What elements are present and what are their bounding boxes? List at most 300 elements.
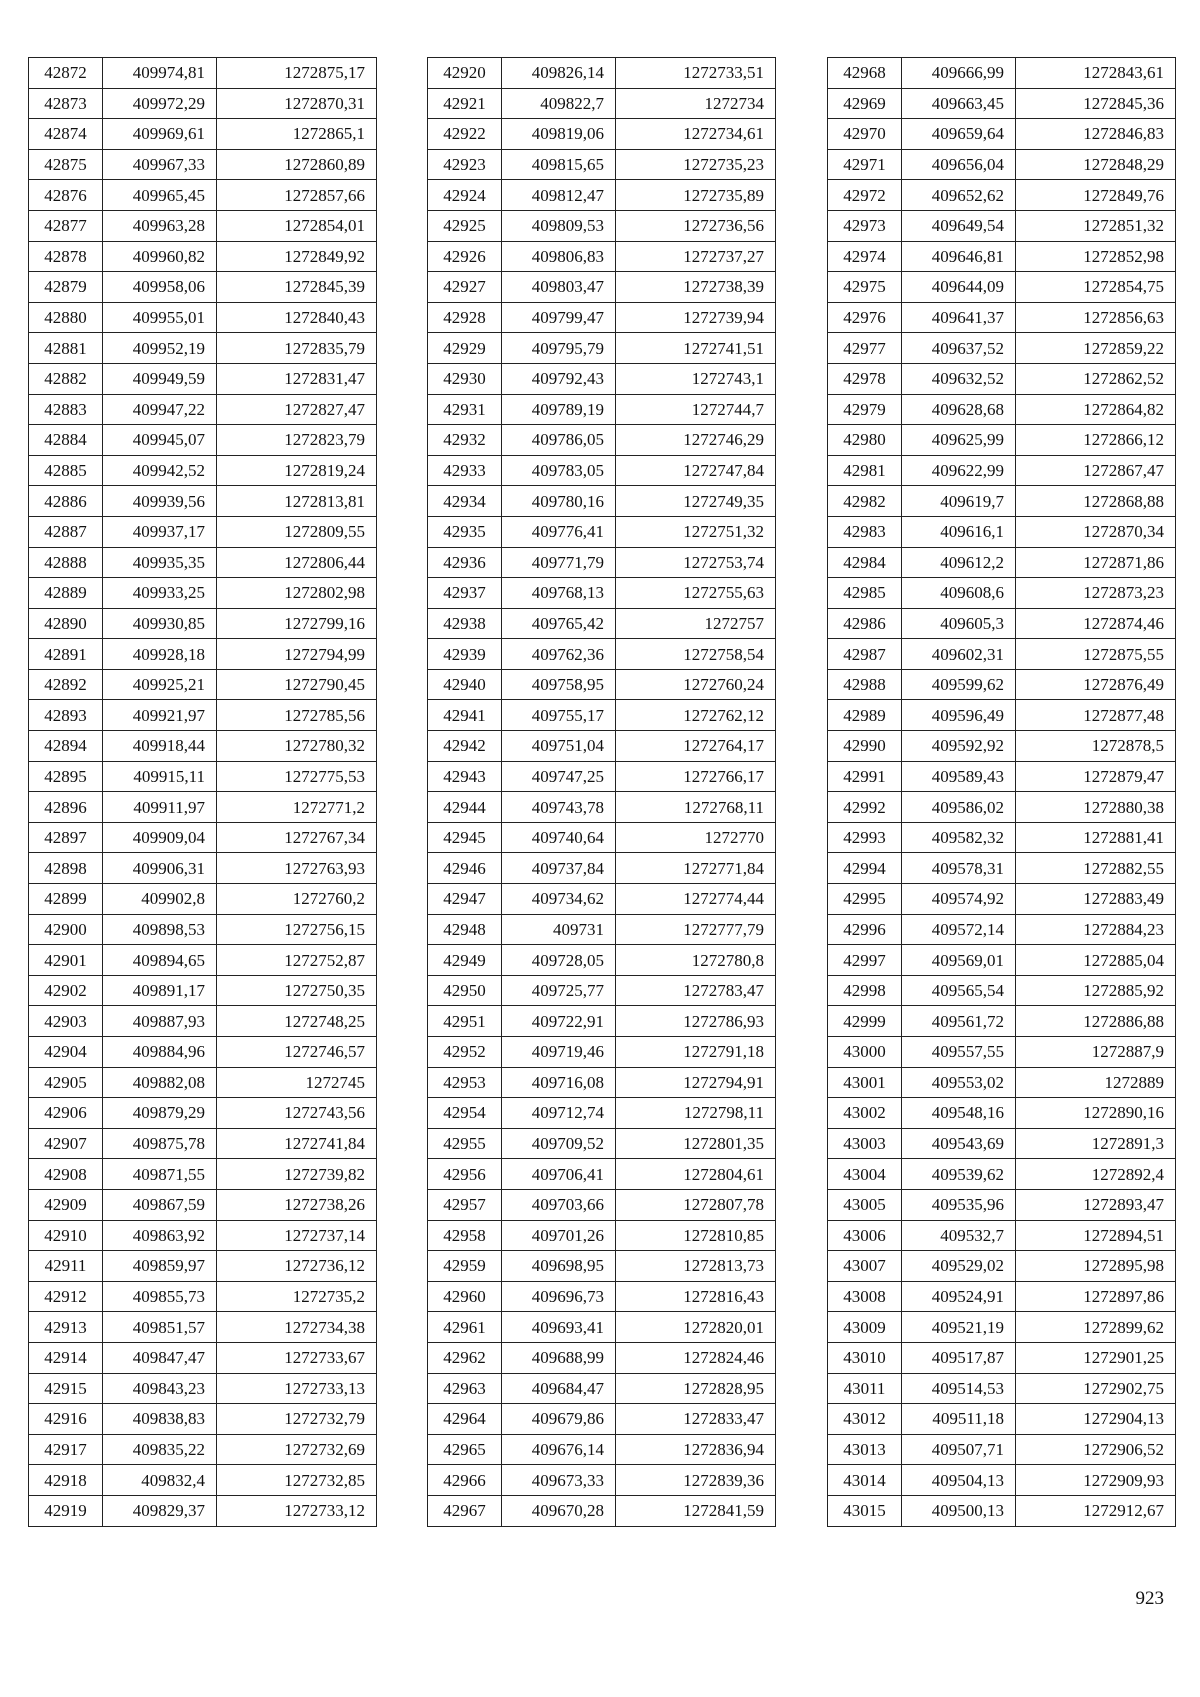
- y-coordinate-cell: 1272743,1: [616, 363, 776, 394]
- table-row: [828, 394, 1176, 425]
- y-coordinate-cell: 1272810,85: [616, 1220, 776, 1251]
- y-coordinate-cell: 1272780,8: [616, 945, 776, 976]
- point-id-cell: 42911: [29, 1251, 103, 1282]
- point-id-cell: 43000: [828, 1037, 902, 1068]
- point-id-cell: 42932: [428, 425, 502, 456]
- y-coordinate-cell: 1272736,56: [616, 210, 776, 241]
- table-row: [29, 608, 377, 639]
- y-coordinate-cell: 1272777,79: [616, 914, 776, 945]
- y-coordinate-cell: 1272857,66: [217, 180, 377, 211]
- table-row: [428, 1342, 776, 1373]
- table-row: [428, 149, 776, 180]
- x-coordinate-cell: 409673,33: [502, 1465, 616, 1496]
- x-coordinate-cell: 409937,17: [103, 516, 217, 547]
- y-coordinate-cell: 1272801,35: [616, 1128, 776, 1159]
- point-id-cell: 42894: [29, 731, 103, 762]
- y-coordinate-cell: 1272758,54: [616, 639, 776, 670]
- x-coordinate-cell: 409706,41: [502, 1159, 616, 1190]
- point-id-cell: 43007: [828, 1251, 902, 1282]
- table-row: [29, 272, 377, 303]
- y-coordinate-cell: 1272760,2: [217, 884, 377, 915]
- x-coordinate-cell: 409838,83: [103, 1404, 217, 1435]
- x-coordinate-cell: 409879,29: [103, 1098, 217, 1129]
- table-row: [29, 731, 377, 762]
- point-id-cell: 42968: [828, 58, 902, 89]
- y-coordinate-cell: 1272735,89: [616, 180, 776, 211]
- point-id-cell: 42960: [428, 1281, 502, 1312]
- table-row: [428, 333, 776, 364]
- y-coordinate-cell: 1272856,63: [1016, 302, 1176, 333]
- x-coordinate-cell: 409524,91: [902, 1281, 1016, 1312]
- y-coordinate-cell: 1272890,16: [1016, 1098, 1176, 1129]
- point-id-cell: 42886: [29, 486, 103, 517]
- y-coordinate-cell: 1272760,24: [616, 669, 776, 700]
- table-row: [428, 1404, 776, 1435]
- point-id-cell: 42901: [29, 945, 103, 976]
- y-coordinate-cell: 1272886,88: [1016, 1006, 1176, 1037]
- x-coordinate-cell: 409939,56: [103, 486, 217, 517]
- x-coordinate-cell: 409539,62: [902, 1159, 1016, 1190]
- y-coordinate-cell: 1272885,04: [1016, 945, 1176, 976]
- table-row: [828, 884, 1176, 915]
- point-id-cell: 42945: [428, 822, 502, 853]
- table-row: [828, 1220, 1176, 1251]
- table-row: [29, 425, 377, 456]
- x-coordinate-cell: 409909,04: [103, 822, 217, 853]
- y-coordinate-cell: 1272741,84: [217, 1128, 377, 1159]
- x-coordinate-cell: 409832,4: [103, 1465, 217, 1496]
- table-row: [428, 363, 776, 394]
- table-row: [29, 700, 377, 731]
- point-id-cell: 43003: [828, 1128, 902, 1159]
- table-row: [828, 639, 1176, 670]
- y-coordinate-cell: 1272902,75: [1016, 1373, 1176, 1404]
- y-coordinate-cell: 1272786,93: [616, 1006, 776, 1037]
- table-row: [428, 884, 776, 915]
- x-coordinate-cell: 409548,16: [902, 1098, 1016, 1129]
- table-row: [828, 1465, 1176, 1496]
- y-coordinate-cell: 1272735,2: [217, 1281, 377, 1312]
- y-coordinate-cell: 1272819,24: [217, 455, 377, 486]
- table-row: [828, 1251, 1176, 1282]
- y-coordinate-cell: 1272866,12: [1016, 425, 1176, 456]
- x-coordinate-cell: 409511,18: [902, 1404, 1016, 1435]
- table-row: [29, 853, 377, 884]
- y-coordinate-cell: 1272849,92: [217, 241, 377, 272]
- x-coordinate-cell: 409762,36: [502, 639, 616, 670]
- y-coordinate-cell: 1272859,22: [1016, 333, 1176, 364]
- table-row: [828, 945, 1176, 976]
- point-id-cell: 42895: [29, 761, 103, 792]
- table-row: [828, 516, 1176, 547]
- y-coordinate-cell: 1272743,56: [217, 1098, 377, 1129]
- point-id-cell: 42996: [828, 914, 902, 945]
- y-coordinate-cell: 1272883,49: [1016, 884, 1176, 915]
- x-coordinate-cell: 409875,78: [103, 1128, 217, 1159]
- x-coordinate-cell: 409561,72: [902, 1006, 1016, 1037]
- table-row: [828, 914, 1176, 945]
- table-row: [29, 363, 377, 394]
- point-id-cell: 42980: [828, 425, 902, 456]
- x-coordinate-cell: 409628,68: [902, 394, 1016, 425]
- x-coordinate-cell: 409855,73: [103, 1281, 217, 1312]
- x-coordinate-cell: 409819,06: [502, 119, 616, 150]
- table-row: [828, 210, 1176, 241]
- point-id-cell: 42936: [428, 547, 502, 578]
- y-coordinate-cell: 1272746,57: [217, 1037, 377, 1068]
- y-coordinate-cell: 1272737,27: [616, 241, 776, 272]
- point-id-cell: 43009: [828, 1312, 902, 1343]
- y-coordinate-cell: 1272893,47: [1016, 1189, 1176, 1220]
- y-coordinate-cell: 1272746,29: [616, 425, 776, 456]
- table-row: [828, 241, 1176, 272]
- point-id-cell: 42885: [29, 455, 103, 486]
- table-row: [828, 547, 1176, 578]
- x-coordinate-cell: 409918,44: [103, 731, 217, 762]
- table-row: [828, 700, 1176, 731]
- table-row: [29, 1189, 377, 1220]
- point-id-cell: 42958: [428, 1220, 502, 1251]
- point-id-cell: 42910: [29, 1220, 103, 1251]
- y-coordinate-cell: 1272912,67: [1016, 1495, 1176, 1526]
- x-coordinate-cell: 409666,99: [902, 58, 1016, 89]
- x-coordinate-cell: 409930,85: [103, 608, 217, 639]
- y-coordinate-cell: 1272764,17: [616, 731, 776, 762]
- x-coordinate-cell: 409786,05: [502, 425, 616, 456]
- y-coordinate-cell: 1272881,41: [1016, 822, 1176, 853]
- x-coordinate-cell: 409935,35: [103, 547, 217, 578]
- table-row: [428, 1312, 776, 1343]
- table-row: [29, 1159, 377, 1190]
- y-coordinate-cell: 1272785,56: [217, 700, 377, 731]
- x-coordinate-cell: 409737,84: [502, 853, 616, 884]
- table-row: [29, 516, 377, 547]
- y-coordinate-cell: 1272747,84: [616, 455, 776, 486]
- table-row: [29, 1373, 377, 1404]
- x-coordinate-cell: 409557,55: [902, 1037, 1016, 1068]
- y-coordinate-cell: 1272816,43: [616, 1281, 776, 1312]
- table-row: [428, 58, 776, 89]
- point-id-cell: 42999: [828, 1006, 902, 1037]
- y-coordinate-cell: 1272891,3: [1016, 1128, 1176, 1159]
- point-id-cell: 43006: [828, 1220, 902, 1251]
- point-id-cell: 42933: [428, 455, 502, 486]
- table-row: [828, 578, 1176, 609]
- y-coordinate-cell: 1272909,93: [1016, 1465, 1176, 1496]
- y-coordinate-cell: 1272763,93: [217, 853, 377, 884]
- x-coordinate-cell: 409812,47: [502, 180, 616, 211]
- y-coordinate-cell: 1272813,81: [217, 486, 377, 517]
- table-row: [828, 1342, 1176, 1373]
- point-id-cell: 42982: [828, 486, 902, 517]
- point-id-cell: 43002: [828, 1098, 902, 1129]
- point-id-cell: 42955: [428, 1128, 502, 1159]
- table-row: [29, 1465, 377, 1496]
- y-coordinate-cell: 1272748,25: [217, 1006, 377, 1037]
- table-row: [428, 822, 776, 853]
- y-coordinate-cell: 1272794,99: [217, 639, 377, 670]
- table-row: [828, 486, 1176, 517]
- point-id-cell: 42877: [29, 210, 103, 241]
- x-coordinate-cell: 409768,13: [502, 578, 616, 609]
- x-coordinate-cell: 409535,96: [902, 1189, 1016, 1220]
- y-coordinate-cell: 1272841,59: [616, 1495, 776, 1526]
- y-coordinate-cell: 1272848,29: [1016, 149, 1176, 180]
- point-id-cell: 42879: [29, 272, 103, 303]
- table-row: [29, 945, 377, 976]
- table-row: [29, 975, 377, 1006]
- point-id-cell: 42969: [828, 88, 902, 119]
- x-coordinate-cell: 409776,41: [502, 516, 616, 547]
- x-coordinate-cell: 409565,54: [902, 975, 1016, 1006]
- x-coordinate-cell: 409644,09: [902, 272, 1016, 303]
- x-coordinate-cell: 409622,99: [902, 455, 1016, 486]
- point-id-cell: 42903: [29, 1006, 103, 1037]
- point-id-cell: 42952: [428, 1037, 502, 1068]
- point-id-cell: 42990: [828, 731, 902, 762]
- point-id-cell: 42983: [828, 516, 902, 547]
- point-id-cell: 42887: [29, 516, 103, 547]
- point-id-cell: 42907: [29, 1128, 103, 1159]
- x-coordinate-cell: 409725,77: [502, 975, 616, 1006]
- table-row: [828, 853, 1176, 884]
- x-coordinate-cell: 409799,47: [502, 302, 616, 333]
- y-coordinate-cell: 1272733,67: [217, 1342, 377, 1373]
- point-id-cell: 42989: [828, 700, 902, 731]
- x-coordinate-cell: 409921,97: [103, 700, 217, 731]
- x-coordinate-cell: 409709,52: [502, 1128, 616, 1159]
- table-row: [29, 1037, 377, 1068]
- x-coordinate-cell: 409972,29: [103, 88, 217, 119]
- table-row: [428, 180, 776, 211]
- y-coordinate-cell: 1272750,35: [217, 975, 377, 1006]
- y-coordinate-cell: 1272876,49: [1016, 669, 1176, 700]
- y-coordinate-cell: 1272736,12: [217, 1251, 377, 1282]
- point-id-cell: 42884: [29, 425, 103, 456]
- x-coordinate-cell: 409504,13: [902, 1465, 1016, 1496]
- coordinate-table-1: [28, 57, 377, 1527]
- x-coordinate-cell: 409758,95: [502, 669, 616, 700]
- table-row: [828, 761, 1176, 792]
- y-coordinate-cell: 1272901,25: [1016, 1342, 1176, 1373]
- table-row: [428, 302, 776, 333]
- table-row: [29, 455, 377, 486]
- point-id-cell: 42920: [428, 58, 502, 89]
- point-id-cell: 42956: [428, 1159, 502, 1190]
- x-coordinate-cell: 409521,19: [902, 1312, 1016, 1343]
- table-row: [428, 425, 776, 456]
- y-coordinate-cell: 1272806,44: [217, 547, 377, 578]
- table-row: [29, 1434, 377, 1465]
- table-row: [428, 272, 776, 303]
- table-row: [828, 272, 1176, 303]
- y-coordinate-cell: 1272887,9: [1016, 1037, 1176, 1068]
- y-coordinate-cell: 1272851,32: [1016, 210, 1176, 241]
- x-coordinate-cell: 409863,92: [103, 1220, 217, 1251]
- x-coordinate-cell: 409933,25: [103, 578, 217, 609]
- x-coordinate-cell: 409792,43: [502, 363, 616, 394]
- point-id-cell: 42959: [428, 1251, 502, 1282]
- point-id-cell: 42950: [428, 975, 502, 1006]
- x-coordinate-cell: 409955,01: [103, 302, 217, 333]
- y-coordinate-cell: 1272733,51: [616, 58, 776, 89]
- y-coordinate-cell: 1272885,92: [1016, 975, 1176, 1006]
- x-coordinate-cell: 409608,6: [902, 578, 1016, 609]
- y-coordinate-cell: 1272878,5: [1016, 731, 1176, 762]
- table-row: [29, 1067, 377, 1098]
- x-coordinate-cell: 409596,49: [902, 700, 1016, 731]
- point-id-cell: 42967: [428, 1495, 502, 1526]
- table-row: [828, 1067, 1176, 1098]
- y-coordinate-cell: 1272813,73: [616, 1251, 776, 1282]
- x-coordinate-cell: 409693,41: [502, 1312, 616, 1343]
- table-row: [828, 669, 1176, 700]
- x-coordinate-cell: 409902,8: [103, 884, 217, 915]
- point-id-cell: 42947: [428, 884, 502, 915]
- table-row: [428, 975, 776, 1006]
- y-coordinate-cell: 1272879,47: [1016, 761, 1176, 792]
- point-id-cell: 42905: [29, 1067, 103, 1098]
- y-coordinate-cell: 1272892,4: [1016, 1159, 1176, 1190]
- x-coordinate-cell: 409701,26: [502, 1220, 616, 1251]
- point-id-cell: 42924: [428, 180, 502, 211]
- point-id-cell: 42916: [29, 1404, 103, 1435]
- x-coordinate-cell: 409679,86: [502, 1404, 616, 1435]
- table-row: [828, 608, 1176, 639]
- point-id-cell: 42899: [29, 884, 103, 915]
- x-coordinate-cell: 409578,31: [902, 853, 1016, 884]
- x-coordinate-cell: 409882,08: [103, 1067, 217, 1098]
- x-coordinate-cell: 409637,52: [902, 333, 1016, 364]
- y-coordinate-cell: 1272864,82: [1016, 394, 1176, 425]
- table-row: [428, 1373, 776, 1404]
- y-coordinate-cell: 1272871,86: [1016, 547, 1176, 578]
- y-coordinate-cell: 1272735,23: [616, 149, 776, 180]
- x-coordinate-cell: 409795,79: [502, 333, 616, 364]
- y-coordinate-cell: 1272766,17: [616, 761, 776, 792]
- y-coordinate-cell: 1272836,94: [616, 1434, 776, 1465]
- point-id-cell: 42986: [828, 608, 902, 639]
- table-row: [828, 455, 1176, 486]
- y-coordinate-cell: 1272895,98: [1016, 1251, 1176, 1282]
- point-id-cell: 42912: [29, 1281, 103, 1312]
- point-id-cell: 42943: [428, 761, 502, 792]
- x-coordinate-cell: 409884,96: [103, 1037, 217, 1068]
- x-coordinate-cell: 409928,18: [103, 639, 217, 670]
- x-coordinate-cell: 409894,65: [103, 945, 217, 976]
- y-coordinate-cell: 1272745: [217, 1067, 377, 1098]
- x-coordinate-cell: 409751,04: [502, 731, 616, 762]
- point-id-cell: 42973: [828, 210, 902, 241]
- y-coordinate-cell: 1272804,61: [616, 1159, 776, 1190]
- x-coordinate-cell: 409806,83: [502, 241, 616, 272]
- y-coordinate-cell: 1272767,34: [217, 822, 377, 853]
- table-row: [428, 1281, 776, 1312]
- x-coordinate-cell: 409663,45: [902, 88, 1016, 119]
- y-coordinate-cell: 1272845,39: [217, 272, 377, 303]
- y-coordinate-cell: 1272753,74: [616, 547, 776, 578]
- x-coordinate-cell: 409969,61: [103, 119, 217, 150]
- y-coordinate-cell: 1272734,38: [217, 1312, 377, 1343]
- y-coordinate-cell: 1272794,91: [616, 1067, 776, 1098]
- point-id-cell: 42981: [828, 455, 902, 486]
- y-coordinate-cell: 1272899,62: [1016, 1312, 1176, 1343]
- table-row: [828, 1189, 1176, 1220]
- y-coordinate-cell: 1272733,12: [217, 1495, 377, 1526]
- point-id-cell: 42942: [428, 731, 502, 762]
- point-id-cell: 43011: [828, 1373, 902, 1404]
- x-coordinate-cell: 409942,52: [103, 455, 217, 486]
- x-coordinate-cell: 409743,78: [502, 792, 616, 823]
- point-id-cell: 42902: [29, 975, 103, 1006]
- point-id-cell: 42898: [29, 853, 103, 884]
- table-row: [828, 1281, 1176, 1312]
- y-coordinate-cell: 1272791,18: [616, 1037, 776, 1068]
- x-coordinate-cell: 409569,01: [902, 945, 1016, 976]
- table-row: [828, 302, 1176, 333]
- point-id-cell: 42888: [29, 547, 103, 578]
- x-coordinate-cell: 409722,91: [502, 1006, 616, 1037]
- y-coordinate-cell: 1272843,61: [1016, 58, 1176, 89]
- point-id-cell: 43010: [828, 1342, 902, 1373]
- table-row: [29, 1404, 377, 1435]
- x-coordinate-cell: 409911,97: [103, 792, 217, 823]
- table-row: [428, 1434, 776, 1465]
- table-row: [428, 119, 776, 150]
- point-id-cell: 42928: [428, 302, 502, 333]
- table-row: [828, 363, 1176, 394]
- point-id-cell: 42896: [29, 792, 103, 823]
- y-coordinate-cell: 1272734,61: [616, 119, 776, 150]
- table-row: [29, 333, 377, 364]
- point-id-cell: 43014: [828, 1465, 902, 1496]
- table-row: [828, 731, 1176, 762]
- table-row: [428, 516, 776, 547]
- table-row: [29, 394, 377, 425]
- table-row: [29, 1098, 377, 1129]
- x-coordinate-cell: 409698,95: [502, 1251, 616, 1282]
- point-id-cell: 42938: [428, 608, 502, 639]
- point-id-cell: 42966: [428, 1465, 502, 1496]
- point-id-cell: 42923: [428, 149, 502, 180]
- point-id-cell: 42963: [428, 1373, 502, 1404]
- table-row: [428, 669, 776, 700]
- x-coordinate-cell: 409974,81: [103, 58, 217, 89]
- point-id-cell: 42919: [29, 1495, 103, 1526]
- y-coordinate-cell: 1272870,34: [1016, 516, 1176, 547]
- x-coordinate-cell: 409656,04: [902, 149, 1016, 180]
- y-coordinate-cell: 1272870,31: [217, 88, 377, 119]
- x-coordinate-cell: 409716,08: [502, 1067, 616, 1098]
- table-row: [828, 119, 1176, 150]
- point-id-cell: 42940: [428, 669, 502, 700]
- x-coordinate-cell: 409780,16: [502, 486, 616, 517]
- table-row: [828, 180, 1176, 211]
- table-row: [428, 945, 776, 976]
- table-row: [428, 88, 776, 119]
- point-id-cell: 42948: [428, 914, 502, 945]
- point-id-cell: 43008: [828, 1281, 902, 1312]
- table-row: [428, 455, 776, 486]
- y-coordinate-cell: 1272833,47: [616, 1404, 776, 1435]
- x-coordinate-cell: 409602,31: [902, 639, 1016, 670]
- x-coordinate-cell: 409553,02: [902, 1067, 1016, 1098]
- point-id-cell: 43015: [828, 1495, 902, 1526]
- x-coordinate-cell: 409965,45: [103, 180, 217, 211]
- y-coordinate-cell: 1272799,16: [217, 608, 377, 639]
- y-coordinate-cell: 1272846,83: [1016, 119, 1176, 150]
- y-coordinate-cell: 1272873,23: [1016, 578, 1176, 609]
